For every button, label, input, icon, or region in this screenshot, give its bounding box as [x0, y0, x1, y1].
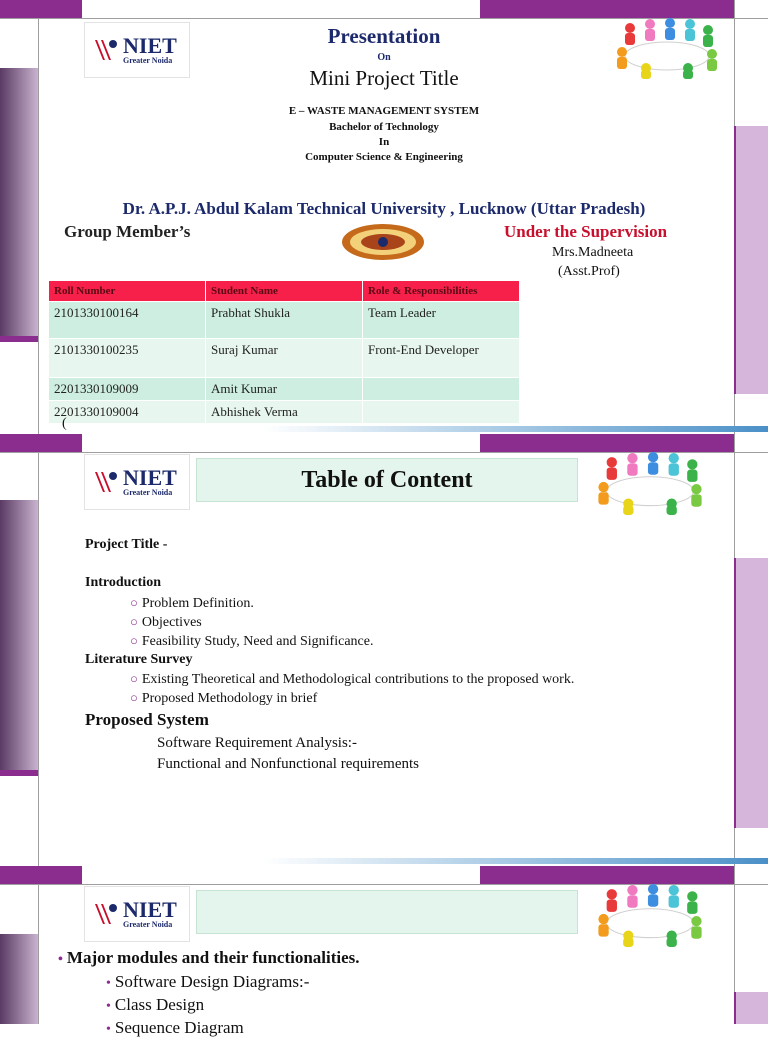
top-left-bar [0, 0, 82, 18]
supervision-label: Under the Supervision [504, 222, 668, 241]
toc-introduction: Introduction [85, 575, 161, 590]
bullet-item [106, 1018, 244, 1038]
toc-proposed-sub: Software Requirement Analysis:- [157, 735, 357, 751]
toc-sub-item [130, 671, 574, 688]
table-cell: 2101330100235 [49, 339, 206, 378]
slide-3 [0, 866, 768, 1037]
logo-text: NIET [123, 32, 177, 58]
bullet-item [106, 995, 204, 1015]
circle-bullet-icon: ○ [130, 614, 138, 629]
toc-sub-item [130, 614, 202, 631]
table-row [49, 401, 520, 424]
niet-logo [84, 886, 190, 942]
logo-subtext: Greater Noida [123, 55, 173, 65]
toc-sub-text: Existing Theoretical and Methodological contributions to the proposed work. [141, 672, 575, 687]
toc-sub-text: Problem Definition. [141, 596, 254, 611]
university-seal-icon [340, 222, 426, 262]
presentation-heading: Presentation [327, 24, 441, 48]
circle-bullet-icon: ○ [130, 595, 138, 610]
top-left-bar [0, 866, 82, 884]
circle-bullet-icon: ○ [130, 671, 138, 686]
left-accent [0, 336, 38, 342]
bullet-text: Class Design [114, 995, 205, 1014]
stray-character: ( [62, 416, 67, 431]
table-header: Student Name [206, 281, 363, 302]
toc-sub-item [130, 690, 317, 707]
team-meeting-icon [580, 452, 720, 516]
bullet-dot-icon: • [106, 1022, 111, 1037]
right-panel [734, 992, 768, 1024]
on-label: On [377, 52, 391, 63]
table-cell: Abhishek Verma [206, 401, 363, 424]
in-label: In [378, 136, 390, 148]
logo-subtext: Greater Noida [123, 487, 173, 497]
supervisor-role: (Asst.Prof) [558, 264, 620, 279]
bullet-item [106, 972, 309, 992]
table-cell [363, 378, 520, 401]
toc-literature: Literature Survey [85, 652, 193, 667]
niet-emblem-icon [91, 468, 119, 496]
logo-text: NIET [123, 896, 177, 922]
table-cell: Prabhat Shukla [206, 302, 363, 339]
team-meeting-icon [580, 884, 720, 948]
right-panel [734, 126, 768, 394]
table-cell: 2201330109009 [49, 378, 206, 401]
slide-title-box [196, 890, 578, 934]
logo-subtext: Greater Noida [123, 919, 173, 929]
frame-line [38, 452, 39, 866]
toc-sub-text: Feasibility Study, Need and Significance. [141, 634, 374, 649]
left-accent [0, 770, 38, 776]
bullet-text: Sequence Diagram [114, 1018, 244, 1037]
toc-project-title: Project Title - [85, 537, 168, 552]
left-gradient-panel [0, 500, 38, 770]
bottom-blue-line [262, 858, 768, 864]
table-header: Role & Responsibilities [363, 281, 520, 302]
table-row [49, 378, 520, 401]
right-panel [734, 558, 768, 828]
project-name: E – WASTE MANAGEMENT SYSTEM [288, 105, 480, 117]
table-cell: Suraj Kumar [206, 339, 363, 378]
table-cell: Team Leader [363, 302, 520, 339]
table-header-row [49, 281, 520, 302]
table-header: Roll Number [49, 281, 206, 302]
table-cell [363, 401, 520, 424]
toc-title: Table of Content [196, 458, 578, 502]
table-cell: 2101330100164 [49, 302, 206, 339]
toc-proposed-system: Proposed System [85, 710, 209, 729]
bottom-blue-line [262, 426, 768, 432]
toc-sub-text: Objectives [141, 615, 202, 630]
frame-line [38, 884, 39, 1024]
table-row [49, 339, 520, 378]
top-right-bar [480, 434, 734, 452]
toc-proposed-sub: Functional and Nonfunctional requirements [157, 756, 420, 772]
table-cell: Amit Kumar [206, 378, 363, 401]
niet-logo [84, 454, 190, 510]
bullet-dot-icon: • [106, 976, 111, 991]
logo-text: NIET [123, 464, 177, 490]
top-left-bar [0, 434, 82, 452]
bullet-text: Major modules and their functionalities. [66, 948, 360, 967]
bullet-item [58, 948, 360, 968]
circle-bullet-icon: ○ [130, 690, 138, 705]
circle-bullet-icon: ○ [130, 633, 138, 648]
table-row [49, 302, 520, 339]
mini-project-title: Mini Project Title [309, 66, 459, 90]
slide-1 [0, 0, 768, 434]
left-gradient-panel [0, 934, 38, 1024]
supervisor-name: Mrs.Madneeta [552, 245, 634, 260]
slide-2 [0, 434, 768, 866]
bullet-dot-icon: • [58, 952, 63, 967]
top-right-bar [480, 866, 734, 884]
top-right-bar [480, 0, 734, 18]
table-cell: 2201330109004 [49, 401, 206, 424]
toc-sub-item [130, 595, 254, 612]
group-members-table [48, 280, 520, 424]
degree: Bachelor of Technology [329, 121, 439, 133]
bullet-text: Software Design Diagrams:- [114, 972, 310, 991]
university-name: Dr. A.P.J. Abdul Kalam Technical University , Lucknow (Uttar Pradesh) [122, 199, 646, 218]
toc-sub-text: Proposed Methodology in brief [141, 691, 318, 706]
table-cell: Front-End Developer [363, 339, 520, 378]
niet-emblem-icon [91, 900, 119, 928]
branch: Computer Science & Engineering [305, 151, 463, 163]
group-members-label: Group Member’s [64, 222, 191, 241]
bullet-dot-icon: • [106, 999, 111, 1014]
toc-sub-item [130, 633, 373, 650]
